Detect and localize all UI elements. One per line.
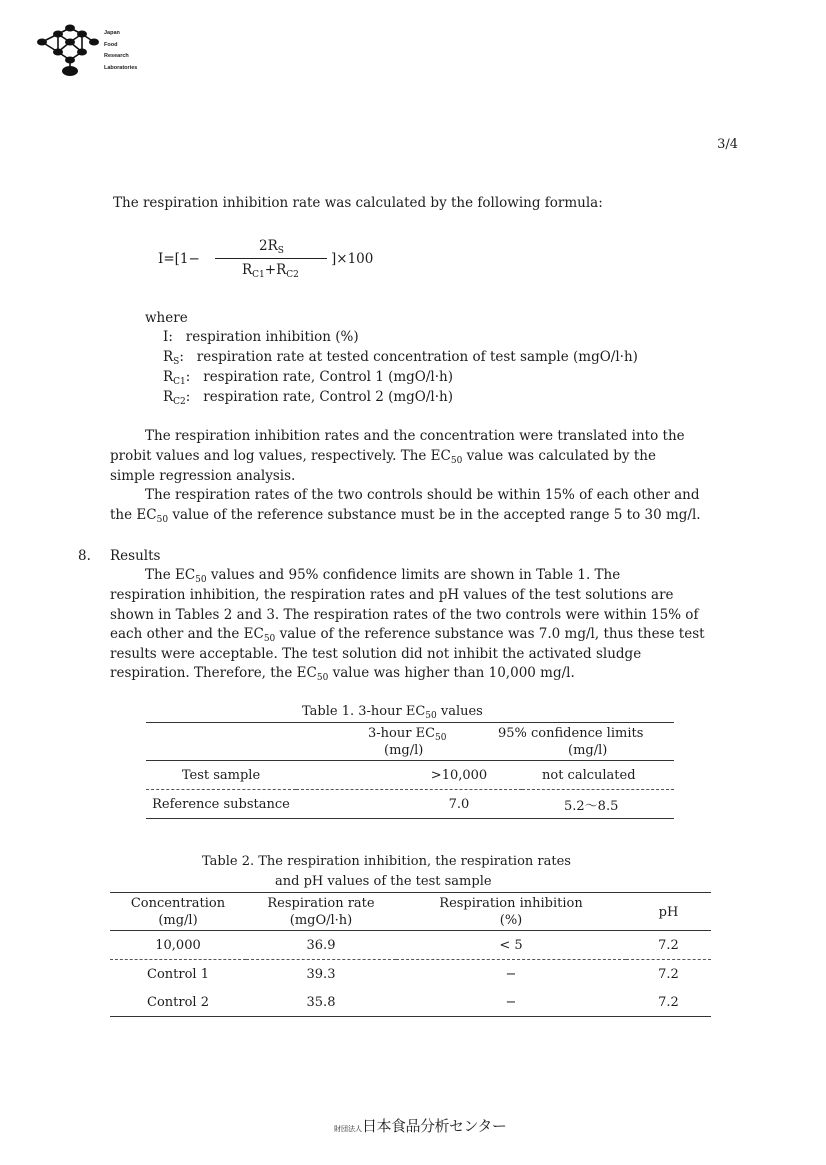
subscript: 50 [263,634,276,644]
header-cell [498,723,674,761]
header-cell [396,893,626,931]
subscript: 50 [450,456,463,466]
text-span: respiration. Therefore, the EC [110,665,317,681]
def-text: respiration rate, Control 1 (mgO/l·h) [203,369,453,385]
text-span: probit values and log values, respectively. The EC [110,448,451,464]
table-cell: < 5 [396,931,626,960]
den-r1-sub: C1 [252,270,265,280]
def-symbol: R [163,349,174,365]
table-cell: 36.9 [246,931,396,960]
header-cell [246,893,396,931]
def-sub: C1 [173,377,186,387]
formula-numerator [259,238,284,254]
results-line [110,663,575,683]
section-number: 8. [78,548,91,564]
para1-line [110,446,656,466]
header-cell [110,893,246,931]
table-cell: 39.3 [306,966,336,982]
results-line: respiration inhibition, the respiration rates and pH values of the test solutions are [110,587,674,603]
header-cell-empty [146,723,296,761]
jfrl-logo-icon [36,22,104,80]
text-span: (mg/l) [384,743,424,758]
definition-rc1 [163,367,453,387]
text-span: value was higher than 10,000 mg/l. [328,665,575,681]
subscript: 50 [156,515,169,525]
table-cell: − [396,988,626,1017]
results-line [145,565,620,585]
text-span: each other and the EC [110,626,264,642]
text-span: Table 1. 3-hour EC [302,704,426,719]
formula-denominator [242,262,299,278]
page-number: 3/4 [717,137,738,152]
table-row [110,931,711,960]
para2-line [110,505,701,525]
def-colon: : [185,389,191,405]
subscript: 50 [195,575,207,585]
text-span: Respiration inhibition [439,896,583,911]
header-cell [296,723,522,761]
text-span: Respiration rate [267,896,375,911]
text-span: (%) [499,913,523,928]
logo-line: Laboratories [104,64,138,71]
subscript: 50 [316,673,329,683]
footer-name: 日本食品分析センター [362,1117,507,1135]
def-symbol: I: [163,329,173,345]
table1 [146,722,674,819]
definition-rs [163,347,638,367]
def-sub: C2 [173,397,186,407]
para1-line: The respiration inhibition rates and the concentration were translated into the [145,428,685,444]
table-cell: 7.0 [296,790,522,819]
def-colon: : [185,369,191,385]
fraction-bar [215,258,327,259]
table-cell: 10,000 [110,931,246,960]
def-symbol: R [163,369,174,385]
def-symbol: R [163,389,174,405]
logo-line: Japan [104,30,120,36]
table-cell: Reference substance [146,790,296,819]
table2-caption: and pH values of the test sample [275,874,492,889]
table-cell: 7.2 [658,966,679,982]
definition-rc2 [163,387,453,407]
formula-numerator-main: 2R [259,238,278,254]
text-span: 3-hour EC [368,726,436,741]
text-span: values [436,704,483,719]
text-span: value of the reference substance must be in the accepted range 5 to 30 mg/l. [168,507,701,523]
footer-prefix: 財団法人 [334,1125,362,1133]
def-text: respiration rate, Control 2 (mgO/l·h) [203,389,453,405]
logo-line: Food [104,41,118,48]
text-span: (mgO/l·h) [289,913,353,928]
text-span: value was calculated by the [462,448,656,464]
formula-numerator-sub: S [277,246,284,256]
results-line: shown in Tables 2 and 3. The respiration rates of the two controls were within 15% of [110,607,699,623]
para1-line: simple regression analysis. [110,468,296,484]
table-cell: >10,000 [296,761,522,790]
subscript: 50 [425,711,437,721]
formula-lhs: I=[1− [158,251,200,267]
table-header-row [110,893,711,931]
table-cell: 7.2 [626,988,711,1017]
footer-organization [334,1115,506,1136]
table1-caption [302,704,483,719]
table-cell: 7.2 [626,931,711,960]
table-cell: Control 2 [110,988,246,1017]
table-cell: 5.2〜8.5 [522,790,674,819]
text-span: the EC [110,507,157,523]
section-heading: Results [110,548,161,564]
text-span: 95% confidence limits [498,726,644,741]
text-span: (mg/l) [568,743,608,758]
table-row [110,988,711,1017]
table2 [110,892,711,1017]
den-r2-sub: C2 [286,270,299,280]
text-span: The EC [145,567,196,583]
table-row [110,960,711,989]
table-cell: 35.8 [246,988,396,1017]
def-sub: S [173,357,180,367]
def-text: respiration inhibition (%) [185,329,359,345]
header-cell: pH [626,893,711,931]
logo-line: Research [104,53,129,59]
formula-rhs: ]×100 [331,251,374,267]
formula-intro: The respiration inhibition rate was calculated by the following formula: [113,195,603,211]
results-line: results were acceptable. The test solution did not inhibit the activated sludge [110,646,642,662]
table-row [146,790,674,819]
subscript: 50 [435,733,447,743]
text-span: value of the reference substance was 7.0 mg/l, thus these test [275,626,705,642]
text-span: Concentration [130,896,226,911]
def-text: respiration rate at tested concentration of test sample (mgO/l·h) [196,349,638,365]
where-label: where [145,310,188,326]
text-span: (mg/l) [158,913,198,928]
table-cell: − [505,966,517,982]
den-r1: R [242,262,253,278]
para2-line: The respiration rates of the two controls should be within 15% of each other and [145,487,700,503]
definition-i [163,327,359,347]
den-plus: +R [264,262,287,278]
logo-wordmark [104,28,137,74]
table-cell: Test sample [146,761,296,790]
text-span: values and 95% confidence limits are shown in Table 1. The [206,567,621,583]
table-cell: not calculated [522,761,674,790]
table-cell: Control 1 [147,966,209,982]
def-colon: : [179,349,184,365]
table-header-row [146,723,674,761]
table-row [146,761,674,790]
table2-caption: Table 2. The respiration inhibition, the respiration rates [202,854,571,869]
results-line [110,624,705,644]
